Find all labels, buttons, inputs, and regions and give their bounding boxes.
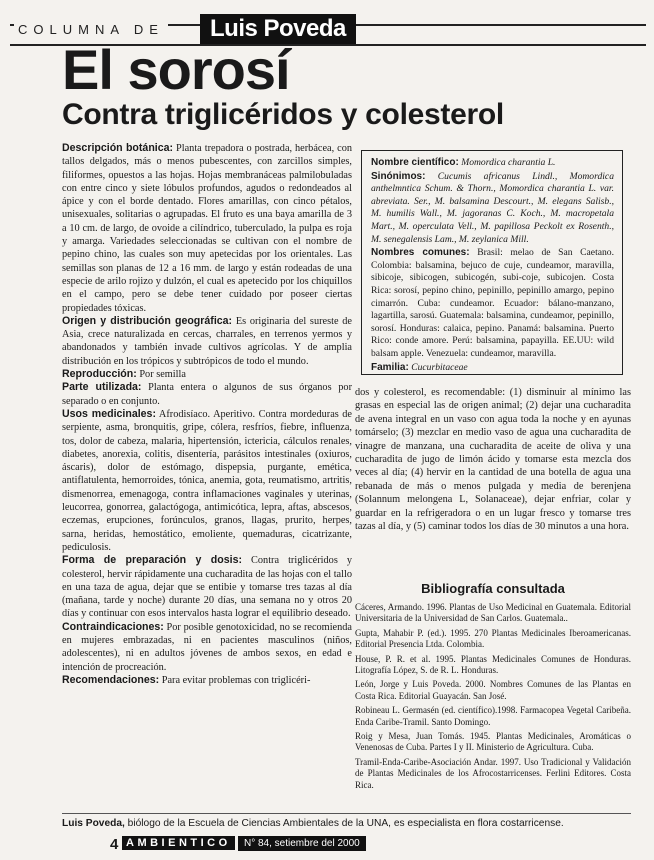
issue-label: N° 84, setiembre del 2000 <box>238 836 366 851</box>
uses-text: Afrodisíaco. Aperitivo. Contra mordeduras de serpiente, asma, bronquitis, gripe, cólera, resfríos, fiebre, influenza, tos, dolor de cabeza, malaria, hipertensión, ictericia, cálculos renales, diabetes, anorexia, colitis, disentería, parásitos intestinales (oxiuros, áscaris), dolor de estómago, dispepsia, purgante, emética, antiflatulenta, hemorroides, tónica, anemia, gota, reumatismo, artritis, dismenorrea, emenagoga, contra inflamaciones vaginales y uterinas, leucorrea, gonorrea, galactógoga, antimicótica, lepra, aftas, abscesos, eczemas, erupciones, forúnculos, granos, llagas, prurito, herpes, sarna, heridas, hemostático, emoliente, quemaduras, cicatrizante, pediculosis. <box>62 408 353 553</box>
synonyms-text: Cucumis africanus Lindl., Momordica anthelmntica Schum. & Thorn., Momordica charantia L. var. abreviata. Ser., M. balsamina Descourt., M. elegans Salisb., M. humilis Wall., M. jagoranas C. Koch., M. macropetala Mart., M. operculata Vell., M. papillosa Peckolt ex Rosenth., M. senegalensis Lam., M. zeylanica Mill. <box>371 170 614 245</box>
author-note-bio: biólogo de la Escuela de Ciencias Ambientales de la UNA, es especialista en flora costarricense. <box>124 818 564 829</box>
bibliography-title: Bibliografía consultada <box>421 581 565 596</box>
contra-heading: Contraindicaciones: <box>62 620 164 633</box>
bib-entry: House, P. R. et al. 1995. Plantas Medicinales Comunes de Honduras. Litografía López, S. de R. L. Honduras. <box>355 653 631 676</box>
magazine-name: AMBIENTICO <box>122 836 235 850</box>
page-number: 4 <box>110 836 119 853</box>
column-label: COLUMNA DE <box>14 22 168 37</box>
sci-name-heading: Nombre científico: <box>371 157 459 168</box>
sci-name-line <box>371 157 614 170</box>
contra-text: Por posible genotoxicidad, no se recomienda en mujeres embrazadas, ni en pacientes masculinos (niños, adolescentes), ni en adultos jóvenes de ambos sexos, en edad e intención de procreación. <box>62 621 352 673</box>
bib-entry: Roig y Mesa, Juan Tomás. 1945. Plantas Medicinales, Aromáticas o Venenosas de Cuba. Partes I y II. Ministerio de Agricultura. Cuba. <box>355 731 631 753</box>
bib-entry: Robineau L. Germasén (ed. científico).1998. Farmacopea Vegetal Caribeña. Enda Caribe-Tramil. Santo Domingo. <box>355 705 631 727</box>
right-column <box>355 386 631 533</box>
desc-text: Planta trepadora o postrada, herbácea, con tallos delgados, más o menos pubescentes, con zarcillos simples, filiformes, opuestos a las hojas. Hojas membranáceas palmilobuladas con entre cinco y siete lóbulos profundos, agudos o redondeados al ápice y con el borde dentado. Flores amarillas, con cinco pétalos, unisexuales, solitarias o agrupadas. El fruto es una baya amarilla de 3 a 10 cm. de largo, de ovoide a cilíndrico, tuberculado, la pulpa es roja y amarga. Variedades seleccionadas se cultivan con el nombre de pepino chino, las cuales son muy apetecidas por los orientales. Las semillas son planas de 12 a 16 mm. de largo y están rodeadas de una especie de arilo rojizo y dulzón, el cual es apetecido por los chiquillos en el campo, pero se debe tener cuidado por poseer ciertas propiedades tóxicas. <box>62 143 353 314</box>
author-note-name: Luis Poveda, <box>62 818 125 829</box>
repro-heading: Reproducción: <box>62 368 137 381</box>
bib-entry: Cáceres, Armando. 1996. Plantas de Uso Medicinal en Guatemala. Editorial Universitaria de la Universidad de San Carlos. Guatemala.. <box>355 602 631 624</box>
repro-paragraph <box>62 368 352 381</box>
contra-paragraph <box>62 621 352 674</box>
rec-paragraph <box>62 674 352 687</box>
common-names-text: Brasil: melao de San Caetano. Colombia: balsamina, bejuco de cuje, cundeamor, maravilla, sibicoje, sibicogen, subicogén, subi-coje, subicojen. Costa Rica: sorosí, pepino chino, pepinillo, pepinillo amargo, pepino cimarrón. Cuba: cundeamor. Ecuador: bálano-manzano, lagartilla, sarosú. Guatemala: balsamina, cundeamor, pepinillo, sorosí. Honduras: calaica, pepino. Panamá: balsamina. Puerto Rico: conde amore. Perú: balsamina, papayilla. EE.UU: wild balsam apple. Venezuela: cundeamor, maravilla. <box>371 247 614 359</box>
bib-entry: León, Jorge y Luis Poveda. 2000. Nombres Comunes de las Plantas en Costa Rica. Editorial Guayacán. San José. <box>355 679 631 701</box>
origin-paragraph <box>62 315 352 368</box>
article-subtitle: Contra triglicéridos y colesterol <box>62 98 504 131</box>
desc-paragraph <box>62 142 352 315</box>
family-heading: Familia: <box>371 361 409 373</box>
common-names-line <box>371 247 614 360</box>
bib-entry: Gupta, Mahabir P. (ed.). 1995. 270 Plantas Medicinales Iberoamericanas. Editorial Presencia Ltda. Colombia. <box>355 627 631 650</box>
rec-heading: Recomendaciones: <box>62 673 160 686</box>
uses-heading: Usos medicinales: <box>62 407 156 420</box>
origin-text: Es originaria del sureste de Asia, crece naturalizada en cercas, charrales, en terrenos yermos y abandonados y también invade cultivos agrícolas. Y de amplia distribución en los trópicos y subtrópicos de todo el mundo. <box>62 315 352 367</box>
rec-text: Para evitar problemas con triglicéri- <box>159 674 311 686</box>
left-column <box>62 142 352 687</box>
bibliography-list <box>355 602 631 794</box>
article-title: El sorosí <box>62 38 290 101</box>
author-note <box>62 818 564 829</box>
sci-name: Momordica charantia L. <box>461 157 556 168</box>
part-heading: Parte utilizada: <box>62 381 142 394</box>
part-text: Planta entera o algunos de sus órganos por separado o en conjunto. <box>62 382 352 407</box>
synonyms-heading: Sinónimos: <box>371 170 426 182</box>
origin-heading: Origen y distribución geográfica: <box>62 314 233 327</box>
bib-entry: Tramil-Enda-Caribe-Asociación Andar. 1997. Uso Tradicional y Validación de Plantas Medicinales de los Afrocostarricenses. Ferlini Editores. Costa Rica. <box>355 756 631 790</box>
family-line <box>371 362 614 375</box>
repro-text: Por semilla <box>136 369 186 381</box>
author-badge: Luis Poveda <box>200 14 356 44</box>
family-name: Cucurbitaceae <box>411 361 468 373</box>
uses-paragraph <box>62 408 352 554</box>
part-paragraph <box>62 381 352 408</box>
recommendations-continuation: dos y colesterol, es recomendable: (1) disminuir al mínimo las grasas en especial las de origen animal; (2) dejar una cucharadita de avena integral en un vaso con agua toda la noche y en ayunas tomárselo; (3) mezclar en medio vaso de agua una cucharadita de vinagre de manzana, una cucharadita de aceite de oliva y una cucharadita de jugo de limón ácido y tomarse esta mezcla dos veces al día; (4) hervir en la cantidad de una botella de agua una rebanada de más o menos pulgada y media de berenjena (Solannum melongena L, Solanaceae), dejar enfriar, colar y guardar en la refrigeradora o en un lugar fresco y tomarse tres tazas al día, y (5) caminar todos los días de 30 minutos a una hora. <box>355 387 631 533</box>
desc-heading: Descripción botánica: <box>62 142 174 154</box>
footer-rule <box>62 813 631 814</box>
prep-heading: Forma de preparación y dosis: <box>62 554 243 567</box>
common-names-heading: Nombres comunes: <box>371 247 470 259</box>
scientific-info-box <box>361 150 623 375</box>
synonyms-line <box>371 171 614 247</box>
prep-text: Contra triglicéridos y colesterol, hervir rápidamente una cucharadita de las hojas con el tallo en una taza de agua, dejar que se entibie y tomarse tres tazas al día (mañana, tarde y noche) durante 20 días, una semana no y otros 20 días y continuar con esos intervalos hasta lograr el equilibrio deseado. <box>62 555 352 620</box>
prep-paragraph <box>62 554 352 620</box>
